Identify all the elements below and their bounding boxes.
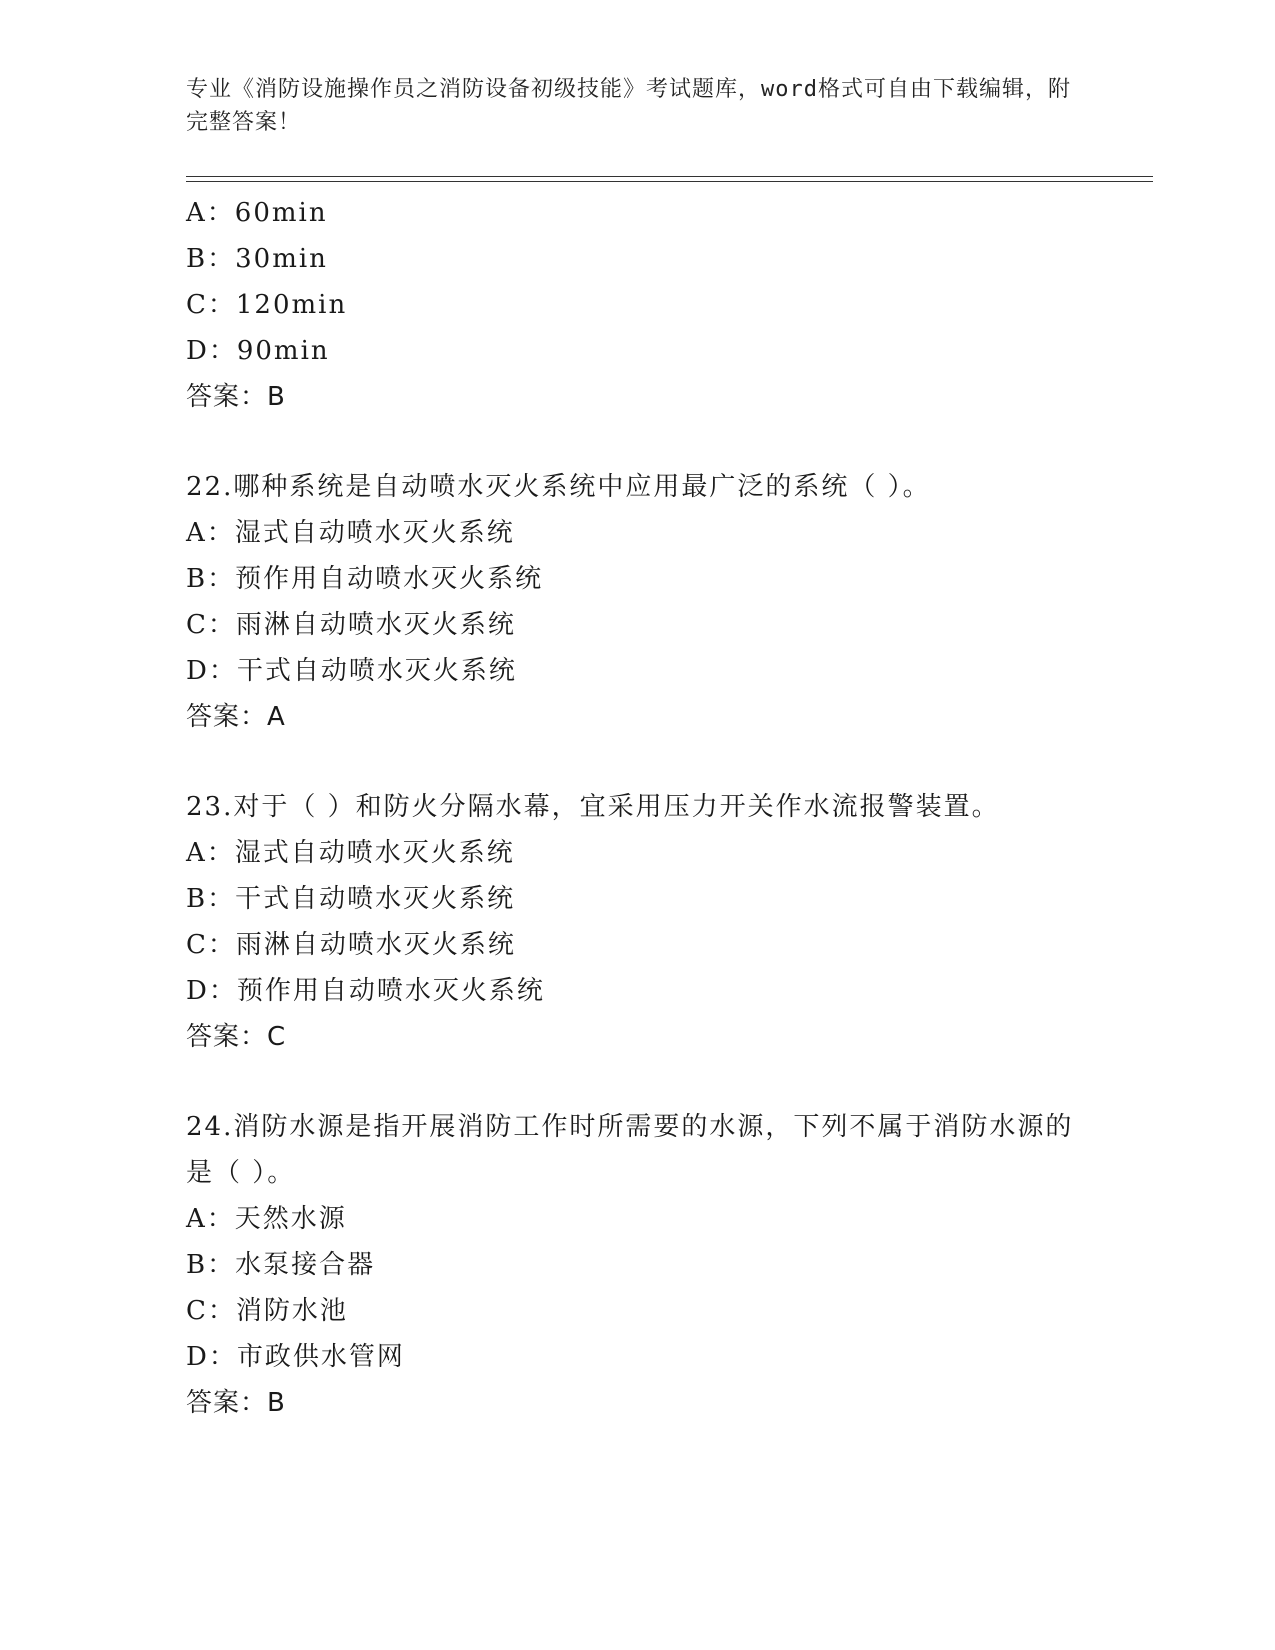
answer-label: 答案：A [186,702,286,732]
option-c: C：120min [186,290,348,320]
option-d: D：干式自动喷水灭火系统 [186,656,517,686]
question-list [186,190,1086,1426]
option-c: C：消防水池 [186,1296,348,1326]
option-c: C：雨淋自动喷水灭火系统 [186,930,516,960]
option-d: D：预作用自动喷水灭火系统 [186,976,545,1006]
spacer [186,740,1086,784]
answer-label: 答案：B [186,382,286,412]
option-a: A：湿式自动喷水灭火系统 [186,838,515,868]
header-divider-top [186,176,1153,177]
spacer [186,1060,1086,1104]
option-b: B：干式自动喷水灭火系统 [186,884,516,914]
answer-label: 答案：C [186,1022,287,1052]
option-b: B：预作用自动喷水灭火系统 [186,564,544,594]
option-a: A：湿式自动喷水灭火系统 [186,518,515,548]
question-text: 22.哪种系统是自动喷水灭火系统中应用最广泛的系统（ ）。 [186,472,931,502]
question-text: 24.消防水源是指开展消防工作时所需要的水源，下列不属于消防水源的是（ ）。 [186,1112,1074,1188]
option-d: D：90min [186,336,330,366]
question-24-block [186,1104,1086,1426]
document-header: 专业《消防设施操作员之消防设备初级技能》考试题库，word格式可自由下载编辑，附完整答案！ [186,77,1071,135]
option-b: B：30min [186,244,328,274]
question-22-block [186,464,1086,740]
option-a: A：60min [186,198,328,228]
header-divider-bottom [186,181,1153,182]
option-c: C：雨淋自动喷水灭火系统 [186,610,516,640]
question-23-block [186,784,1086,1060]
option-a: A：天然水源 [186,1204,347,1234]
answer-label: 答案：B [186,1388,286,1418]
option-b: B：水泵接合器 [186,1250,376,1280]
question-text: 23.对于（ ）和防火分隔水幕，宜采用压力开关作水流报警装置。 [186,792,1000,822]
spacer [186,420,1086,464]
option-d: D：市政供水管网 [186,1342,405,1372]
question-21-block [186,190,1086,420]
